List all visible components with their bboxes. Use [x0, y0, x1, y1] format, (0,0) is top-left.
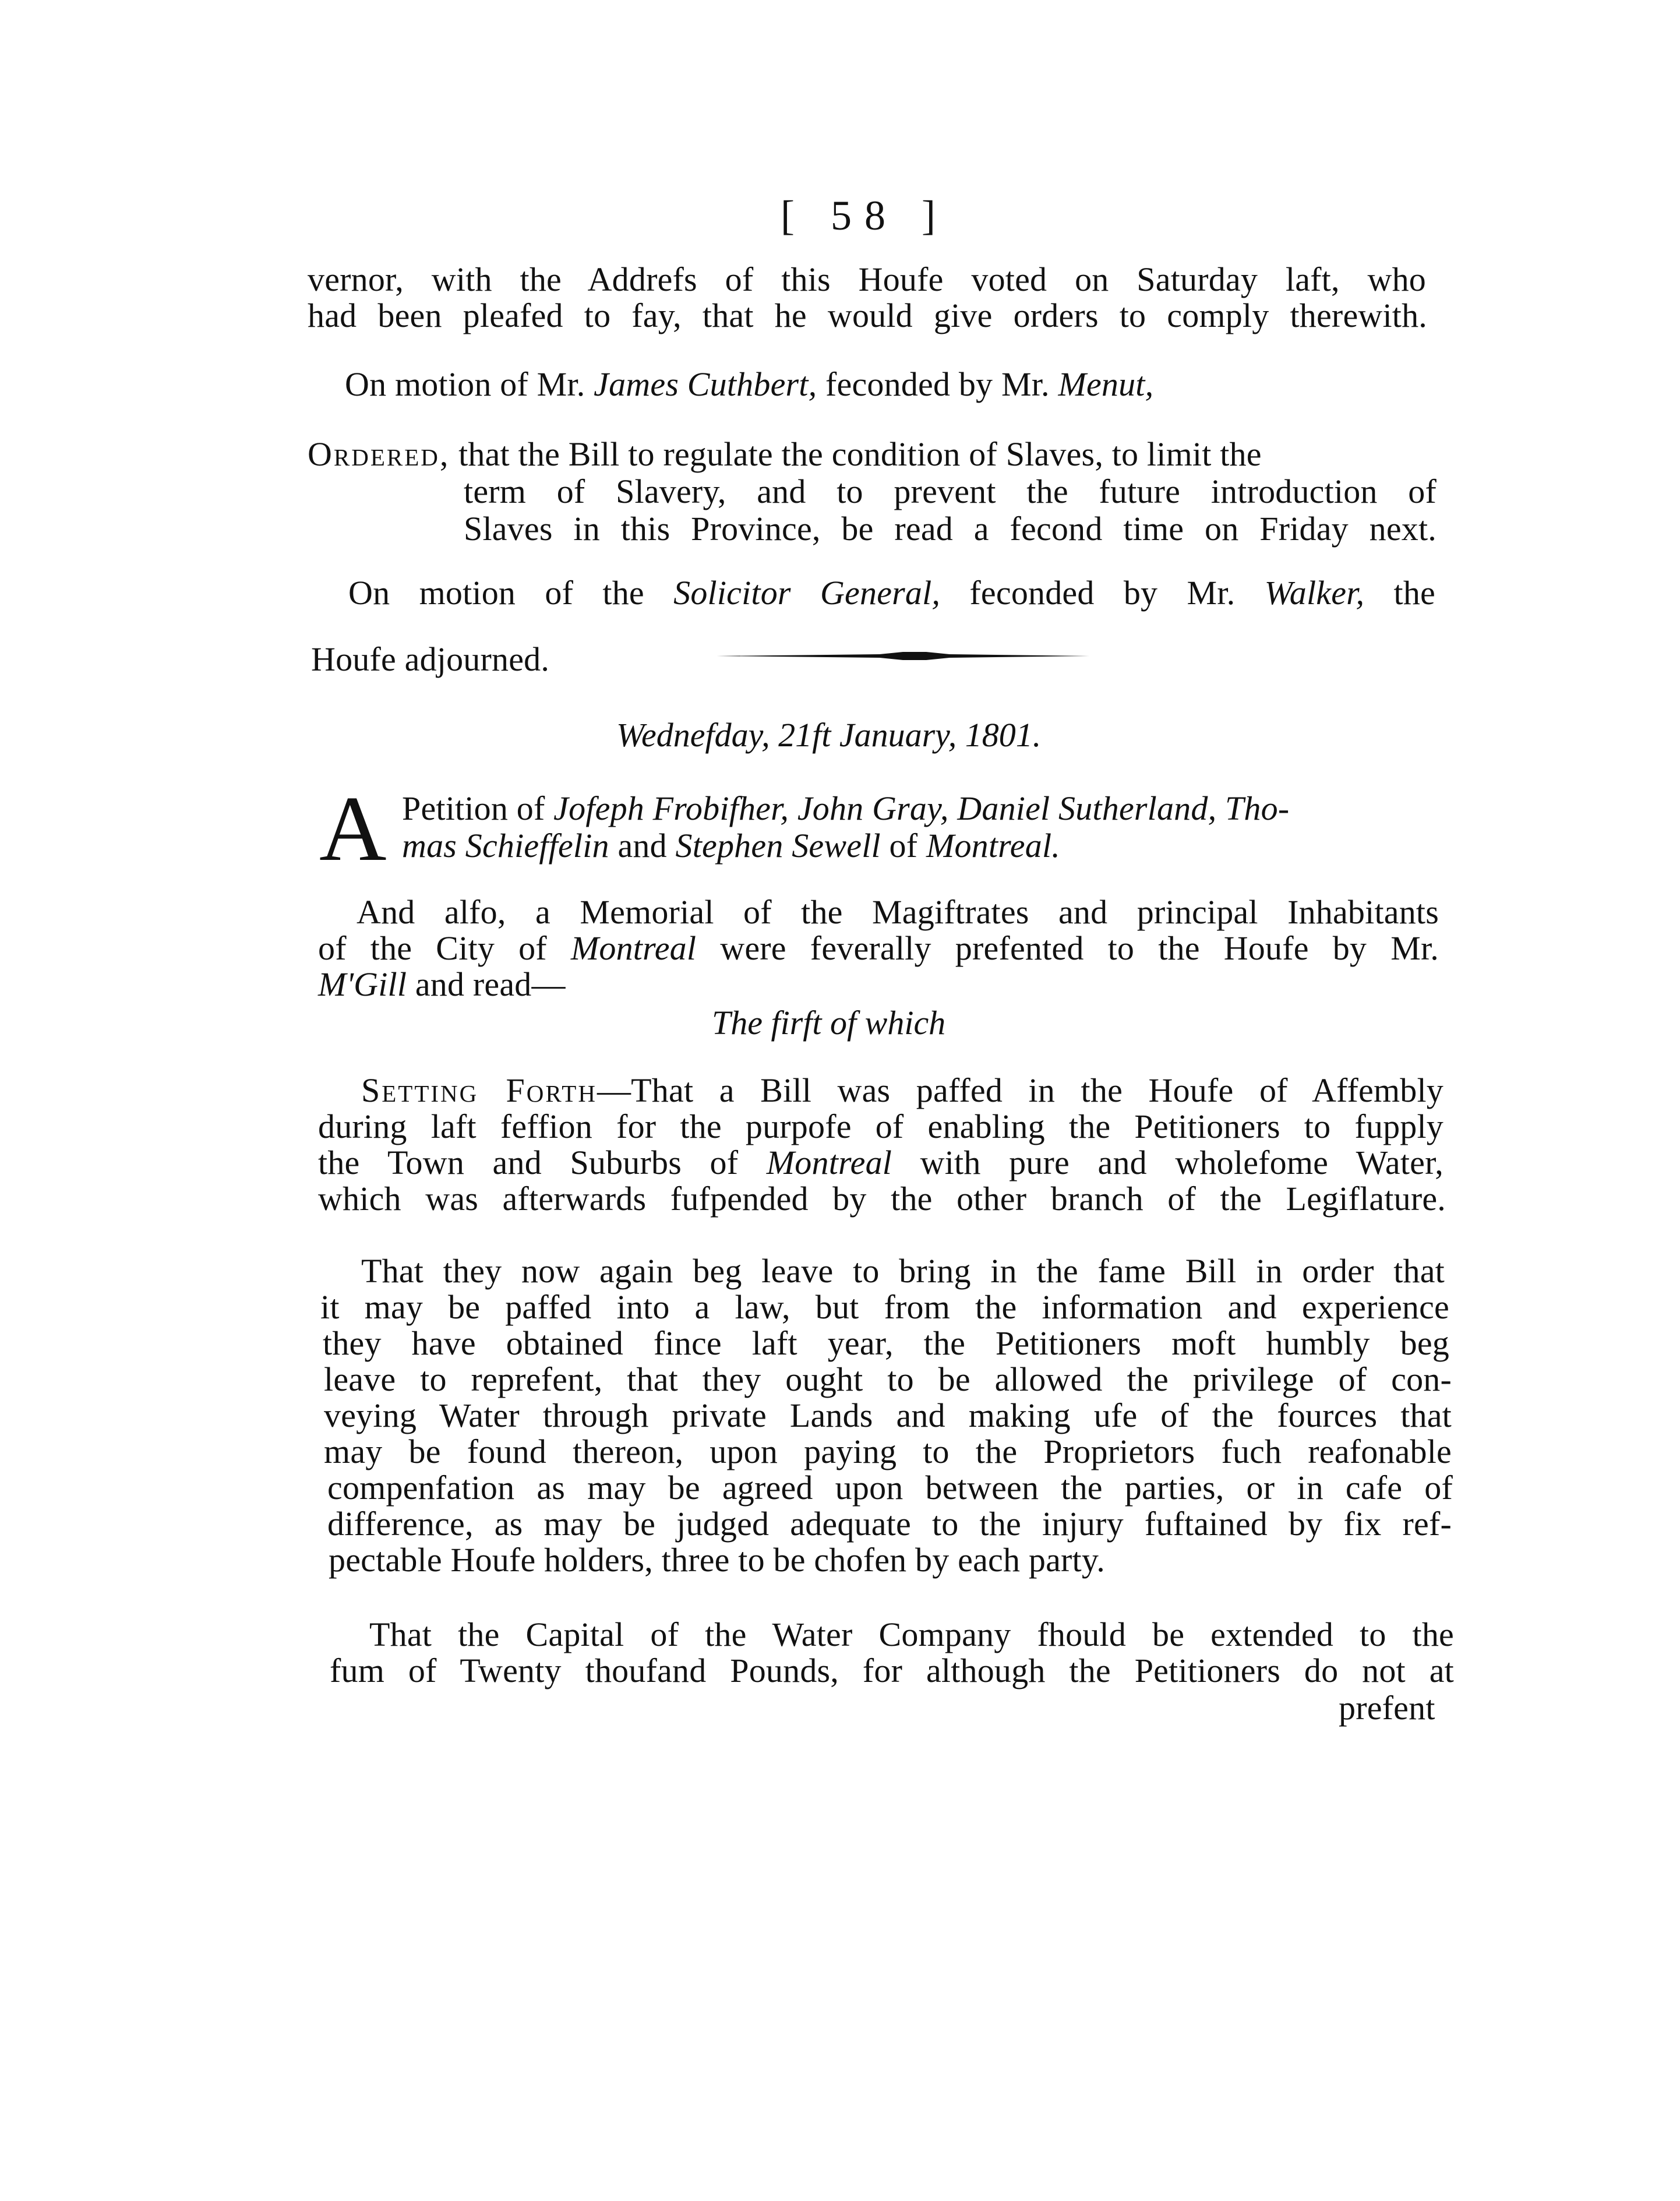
drop-cap: A	[319, 777, 387, 880]
text-line	[320, 1289, 1449, 1326]
text-line	[345, 366, 1153, 403]
text-line	[402, 827, 1060, 865]
text-line	[327, 1505, 1452, 1543]
text-span: of the City of	[318, 929, 571, 967]
name-italic: mas Schieffelin	[402, 827, 609, 865]
text-line	[357, 894, 1439, 931]
text-line	[308, 261, 1426, 298]
name-italic: Solicitor General,	[673, 574, 941, 612]
text-span: were feverally prefented to the Houfe by Mr.	[696, 929, 1439, 967]
text-span: term of Slavery, and to prevent the future introduction of	[464, 472, 1437, 510]
text-span: pectable Houfe holders, three to be chofen by each party.	[329, 1541, 1105, 1579]
text-span: compenfation as may be agreed upon between the parties, or in cafe of	[327, 1469, 1453, 1507]
text-line	[308, 297, 1427, 334]
text-span: That they now again beg leave to bring in the fame Bill in order that	[361, 1252, 1445, 1290]
text-line	[324, 1433, 1452, 1470]
text-line	[318, 1108, 1443, 1145]
text-span: vernor, with the Addrefs of this Houfe voted on Saturday laft, who	[308, 260, 1426, 298]
text-span: the	[1364, 574, 1435, 612]
name-italic: Menut,	[1058, 365, 1154, 403]
setting-forth-label: Setting Forth	[361, 1071, 597, 1109]
text-line	[323, 1325, 1449, 1362]
text-span: On motion of Mr.	[345, 365, 594, 403]
text-span: Petition of	[402, 789, 554, 827]
text-line	[361, 1072, 1443, 1109]
text-line	[369, 1616, 1454, 1653]
name-italic: Stephen Sewell	[675, 827, 881, 865]
text-line	[318, 1180, 1446, 1218]
text-line	[330, 1652, 1454, 1689]
text-span: And alfo, a Memorial of the Magiftrates and principal Inhabitants	[357, 893, 1439, 931]
text-line	[327, 1469, 1453, 1507]
text-line	[311, 641, 549, 678]
text-span: had been pleafed to fay, that he would give orders to comply therewith.	[308, 297, 1427, 334]
text-span: That the Capital of the Water Company fhould be extended to the	[369, 1616, 1454, 1653]
text-span: veying Water through private Lands and making ufe of the fources that	[324, 1396, 1452, 1434]
text-span: that the Bill to regulate the condition of Slaves, to limit the	[450, 435, 1262, 473]
name-italic: James Cuthbert,	[594, 365, 817, 403]
text-span: during laft feffion for the purpofe of enabling the Petitioners to fupply	[318, 1107, 1443, 1145]
text-span: feconded by Mr.	[940, 574, 1265, 612]
text-line	[318, 1144, 1443, 1181]
name-italic: Walker,	[1264, 574, 1365, 612]
text-line	[329, 1542, 1105, 1579]
text-span: fum of Twenty thoufand Pounds, for although the Petitioners do not at	[330, 1652, 1454, 1689]
text-span: may be found thereon, upon paying to the Proprietors fuch reafonable	[324, 1433, 1452, 1470]
text-line	[402, 790, 1289, 827]
section-rule	[717, 651, 1089, 661]
text-span: leave to reprefent, that they ought to be allowed the privilege of con-	[324, 1360, 1452, 1398]
text-span: of	[880, 827, 926, 865]
text-span: and	[609, 827, 676, 865]
text-line	[361, 1253, 1445, 1290]
text-line	[348, 574, 1435, 612]
text-span: they have obtained fince laft year, the Petitioners moft humbly beg	[323, 1324, 1449, 1362]
text-span: Houfe adjourned.	[311, 640, 550, 678]
text-line	[318, 966, 566, 1003]
date-heading: Wednefday, 21ft January, 1801.	[616, 716, 1042, 754]
text-span: the Town and Suburbs of	[318, 1144, 767, 1181]
text-line	[464, 473, 1437, 510]
ordered-label: Ordered,	[308, 435, 450, 473]
text-line	[464, 510, 1437, 548]
text-line	[324, 1397, 1452, 1434]
catchword: prefent	[1339, 1689, 1435, 1727]
place-italic: Montreal.	[926, 827, 1060, 865]
text-line	[308, 436, 1435, 473]
names-italic: Jofeph Frobifher, John Gray, Daniel Sutherland, Tho-	[553, 789, 1290, 827]
page-number: [ 58 ]	[781, 192, 948, 239]
text-span: with pure and wholefome Water,	[892, 1144, 1443, 1181]
text-span: and read—	[407, 965, 566, 1003]
place-italic: Montreal	[766, 1144, 892, 1181]
text-line	[318, 930, 1439, 967]
text-span: which was afterwards fufpended by the other branch of the Legiflature.	[318, 1180, 1446, 1218]
text-span: it may be paffed into a law, but from the information and experience	[320, 1288, 1449, 1326]
text-span: Slaves in this Province, be read a fecond time on Friday next.	[464, 510, 1437, 548]
text-span: feconded by Mr.	[817, 365, 1058, 403]
text-line	[324, 1361, 1452, 1398]
place-italic: Montreal	[570, 929, 697, 967]
name-italic: M'Gill	[318, 965, 407, 1003]
text-span: difference, as may be judged adequate to the injury fuftained by fix ref-	[327, 1505, 1452, 1543]
text-span: On motion of the	[348, 574, 674, 612]
subheading: The firft of which	[712, 1004, 946, 1042]
text-span: —That a Bill was paffed in the Houfe of Affembly	[597, 1071, 1443, 1109]
